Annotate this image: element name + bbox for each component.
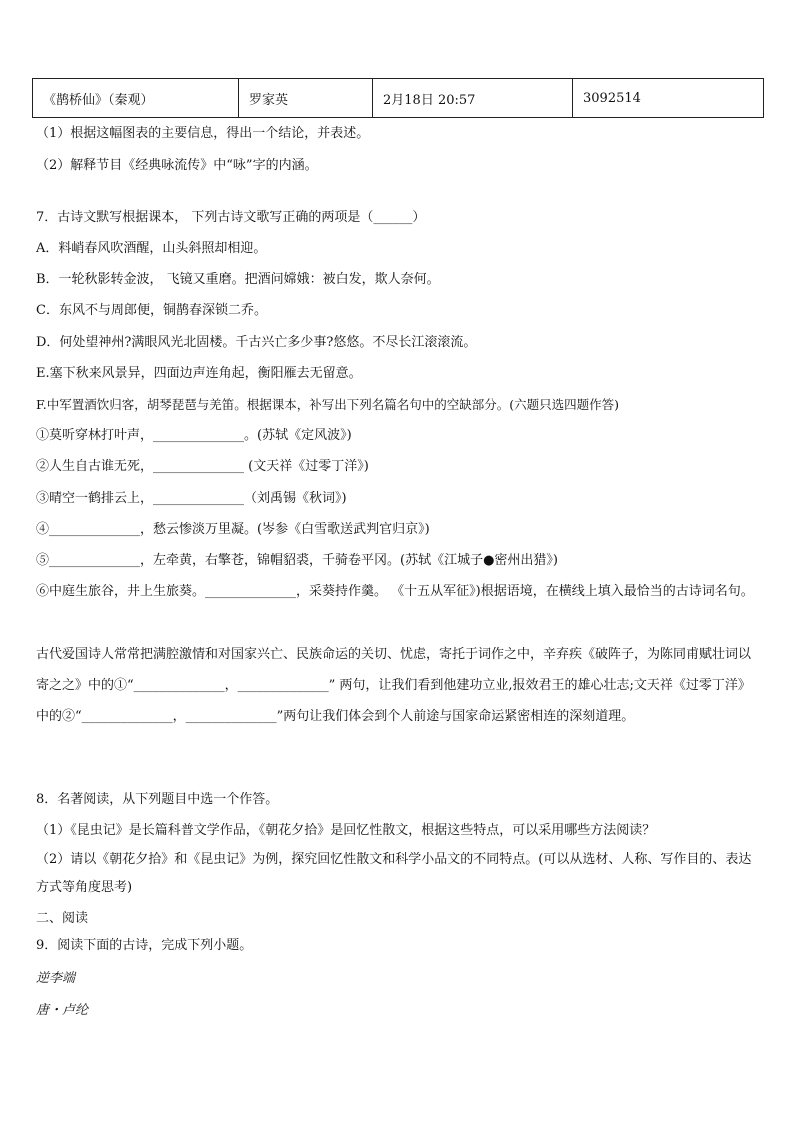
fill-blank-3: ③晴空一鹤排云上，______________（刘禹锡《秋词》) xyxy=(36,491,347,506)
fill-blank-1: ①莫听穿林打叶声，______________。(苏轼《定风波》) xyxy=(36,428,352,443)
table-cell-singer: 罗家英 xyxy=(239,79,373,118)
q7-option-f: F.中军置酒饮归客，胡琴琵琶与羌笛。根据课本，补写出下列名篇名句中的空缺部分。(六题只选四题作答) xyxy=(36,397,619,412)
q9-stem: 9．阅读下面的古诗，完成下列小题。 xyxy=(36,938,253,953)
fill-blank-6: ⑥中庭生旅谷，井上生旅葵。______________，采葵持作羹。 《十五从军征》)根据语境，在横线上填入最恰当的古诗词名句。 xyxy=(36,584,754,599)
q8-sub1: （1）《昆虫记》是长篇科普文学作品，《朝花夕拾》是回忆性散文，根据这些特点，可以采用哪些方法阅读？ xyxy=(36,823,656,838)
table-cell-program: 《鹊桥仙》（秦观） xyxy=(33,79,239,118)
section-title: 二、阅读 xyxy=(36,911,89,926)
info-table xyxy=(32,78,764,118)
q8-sub2: （2）请以《朝花夕拾》和《昆虫记》为例，探究回忆性散文和科学小品文的不同特点。(可以从选材、人称、写作目的、表达方式等角度思考) xyxy=(36,852,752,895)
context-paragraph: 古代爱国诗人常常把满腔激情和对国家兴亡、民族命运的关切、忧虑，寄托于词作之中，辛弃疾《破阵子，为陈同甫赋壮词以寄之之》中的①“______________，______________” 两句，让我们看到他建功立业,报效君王的雄心壮志;文天祥《过零丁洋》中的②“______________，______________”两句让我们体会到个人前途与国家命运紧密相连的深刻道理。 xyxy=(36,647,752,724)
q7-option-b: B．一轮秋影转金波， 飞镜又重磨。把酒问嫦娥：被白发，欺人奈何。 xyxy=(36,272,440,287)
q6-sub2: （2）解释节目《经典咏流传》中“咏”字的内涵。 xyxy=(36,158,318,173)
q7-stem: 7．古诗文默写根据课本， 下列古诗文歌写正确的两项是（______） xyxy=(36,210,426,225)
table-cell-time: 2月18日 20:57 xyxy=(373,79,573,118)
poem-author: 唐・卢纶 xyxy=(36,1003,89,1018)
poem-title: 逆李端 xyxy=(36,971,76,986)
fill-blank-5: ⑤______________，左牵黄，右擎苍，锦帽貂裘，千骑卷平冈。(苏轼《江城子●密州出猎》) xyxy=(36,553,558,568)
table-cell-count: 3092514 xyxy=(573,79,764,118)
fill-blank-4: ④______________，愁云惨淡万里凝。(岑参《白雪歌送武判官归京》) xyxy=(36,522,430,537)
q7-option-d: D．何处望神州?满眼风光北固楼。千古兴亡多少事?悠悠。不尽长江滚滚流。 xyxy=(36,335,477,350)
fill-blank-2: ②人生自古谁无死，______________ (文天祥《过零丁洋》) xyxy=(36,459,369,474)
table-row xyxy=(33,79,764,118)
q7-option-a: A．料峭春风吹酒醒，山头斜照却相迎。 xyxy=(36,241,267,256)
q8-stem: 8．名著阅读，从下列题目中选一个作答。 xyxy=(36,792,279,807)
q7-option-c: C．东风不与周郎便，铜鹊春深锁二乔。 xyxy=(36,303,267,318)
q7-option-e: E.塞下秋来风景异，四面边声连角起，衡阳雁去无留意。 xyxy=(36,366,362,381)
q6-sub1: （1）根据这幅图表的主要信息，得出一个结论，并表述。 xyxy=(36,126,370,141)
